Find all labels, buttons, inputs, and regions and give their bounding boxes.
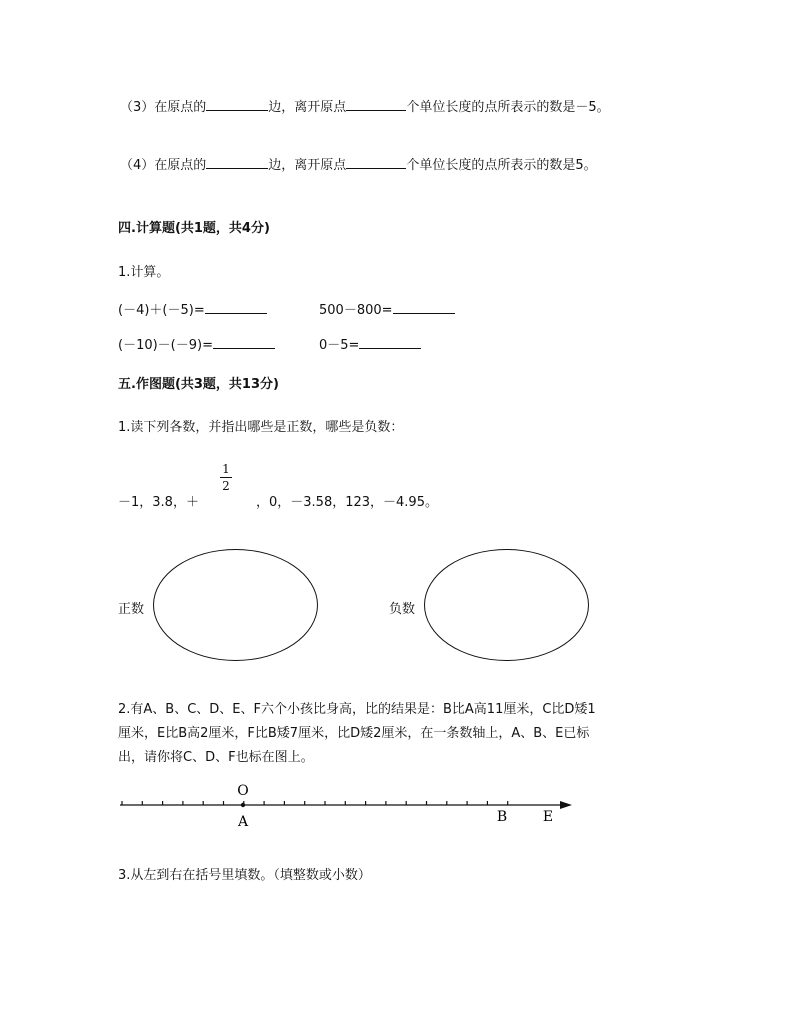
arrow-right-icon (560, 801, 572, 809)
positive-ellipse[interactable] (153, 549, 318, 661)
calc-expression-3 (118, 334, 275, 353)
calc-expression-1 (118, 299, 267, 318)
negative-label: 负数 (389, 602, 416, 617)
expression-text: (－10)－(－9)= (118, 338, 213, 353)
expression-text: 500－800= (319, 303, 393, 318)
number-line-ticks (122, 801, 508, 807)
question-3 (120, 96, 610, 115)
point-a-label: A (237, 814, 249, 830)
fraction-denominator: 2 (222, 479, 230, 493)
section-5-title: 五.作图题(共3题，共13分) (118, 377, 279, 392)
positive-label: 正数 (118, 602, 145, 617)
answer-blank[interactable] (206, 156, 268, 169)
answer-blank[interactable] (359, 336, 421, 349)
negative-ellipse[interactable] (424, 549, 589, 661)
calc-expression-2 (319, 299, 455, 318)
number-list-rest: ，0，－3.58，123，－4.95。 (256, 495, 438, 510)
fraction-bar (220, 477, 232, 478)
question-number: （4） (120, 158, 155, 173)
question-text: 个单位长度的点所表示的数是5。 (406, 158, 597, 173)
question-number: （3） (120, 100, 155, 115)
question-text: 个单位长度的点所表示的数是－5。 (406, 100, 610, 115)
answer-blank[interactable] (346, 156, 406, 169)
question-text: 在原点的 (154, 158, 207, 173)
calc-question-1: 1.计算。 (118, 265, 170, 280)
number-list-prefix: －1，3.8，＋ (118, 495, 199, 510)
section-4-title: 四.计算题(共1题，共4分) (118, 221, 270, 236)
answer-blank[interactable] (205, 301, 267, 314)
number-line[interactable] (110, 780, 590, 830)
number-list (118, 491, 199, 510)
question-text: 在原点的 (154, 100, 207, 115)
answer-blank[interactable] (206, 98, 268, 111)
origin-label: O (237, 783, 249, 799)
fraction-numerator: 1 (222, 462, 230, 476)
question-text: 边，离开原点 (268, 100, 347, 115)
point-e-label: E (542, 809, 554, 825)
answer-blank[interactable] (213, 336, 275, 349)
answer-blank[interactable] (393, 301, 455, 314)
expression-text: 0－5= (319, 338, 360, 353)
expression-text: (－4)＋(－5)= (118, 303, 205, 318)
draw-question-2-line-1: 2.有A、B、C、D、E、F六个小孩比身高，比的结果是：B比A高11厘米，C比D矮1 (118, 702, 596, 717)
fraction-one-half (220, 462, 232, 493)
draw-question-2-line-2: 厘米，E比B高2厘米，F比B矮7厘米，比D矮2厘米，在一条数轴上，A、B、E已标 (118, 726, 590, 741)
draw-question-2-line-3: 出，请你将C、D、F也标在图上。 (118, 750, 314, 765)
draw-question-3: 3.从左到右在括号里填数。（填整数或小数） (118, 868, 371, 883)
calc-expression-4 (319, 334, 421, 353)
question-text: 边，离开原点 (268, 158, 347, 173)
point-b-label: B (496, 809, 508, 825)
answer-blank[interactable] (346, 98, 406, 111)
origin-point (241, 803, 245, 807)
draw-question-1: 1.读下列各数，并指出哪些是正数，哪些是负数： (118, 420, 404, 435)
question-4 (120, 154, 597, 173)
